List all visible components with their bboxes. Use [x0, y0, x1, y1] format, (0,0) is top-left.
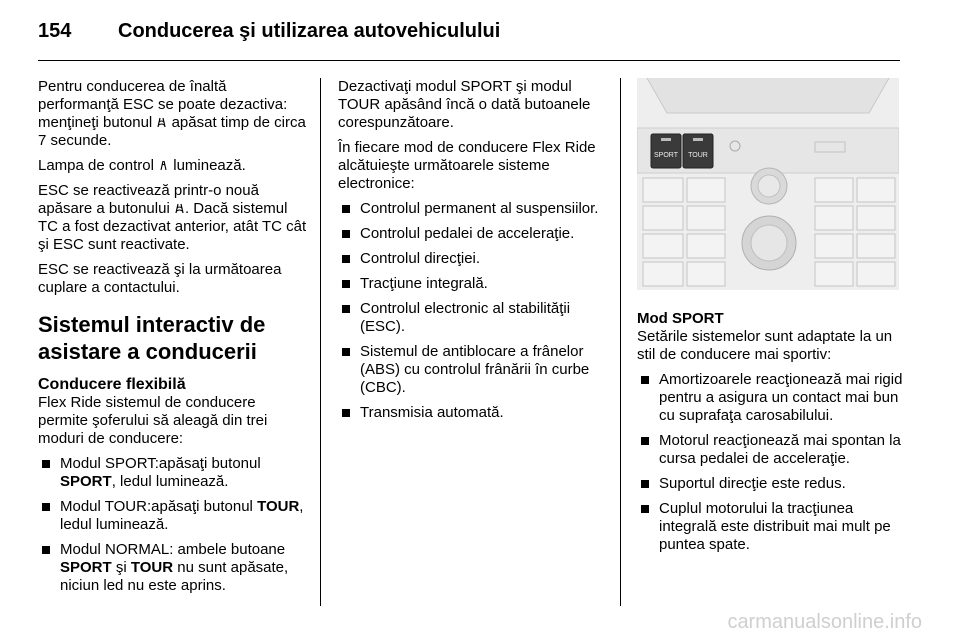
- page-number: 154: [38, 20, 72, 42]
- list-item: Sistemul de antiblocare a frânelor (ABS) cu controlul frânării în curbe (CBC).: [342, 343, 608, 397]
- list-item: Modul NORMAL: ambele butoane SPORT şi TOUR nu sunt apăsate, niciun led nu este aprins.: [42, 541, 308, 595]
- mode-list: [38, 455, 308, 595]
- paragraph-esc-reactivate: ESC se reactivează printr-o nouă apăsare a butonului . Dacă sistemul TC a fost dezactivat anterior, atât TC cât şi ESC sunt reactivate.: [38, 182, 307, 253]
- section-title: Sistemul interactiv de asistare a conducerii: [38, 312, 266, 364]
- column-1: [38, 78, 308, 602]
- list-item: Controlul direcţiei.: [342, 250, 608, 268]
- list-item: Controlul electronic al stabilităţii (ESC).: [342, 300, 608, 336]
- console-figure: [637, 78, 899, 290]
- paragraph-esc-ignition: ESC se reactivează şi la următoarea cuplare a contactului.: [38, 261, 282, 296]
- list-item: Tracţiune integrală.: [342, 275, 608, 293]
- list-item: Modul TOUR:apăsaţi butonul TOUR, ledul luminează.: [42, 498, 308, 534]
- list-item: Motorul reacţionează mai spontan la cursa pedalei de acceleraţie.: [641, 432, 907, 468]
- esc-off-icon: [156, 116, 167, 129]
- paragraph-esc-deactivate: Pentru conducerea de înaltă performanţă ESC se poate dezactiva: menţineţi butonul apăsat timp de circa 7 secunde.: [38, 78, 306, 149]
- list-item: Cuplul motorului la tracţiunea integrală este distribuit mai mult pe puntea spate.: [641, 500, 907, 554]
- column-2: [338, 78, 608, 429]
- esc-off-icon: [174, 202, 185, 215]
- mode-sport-heading: Mod SPORT: [637, 310, 724, 327]
- sport-effects-list: [637, 371, 907, 554]
- header-rule: [38, 60, 900, 61]
- page-header: [38, 14, 900, 48]
- sport-button-label: SPORT: [654, 152, 678, 159]
- column-divider-2: [620, 78, 621, 606]
- paragraph-systems-intro: În fiecare mod de conducere Flex Ride alcătuieşte următoarele sisteme electronice:: [338, 139, 596, 192]
- column-divider-1: [320, 78, 321, 606]
- running-title: Conducerea şi utilizarea autovehiculului: [118, 20, 501, 42]
- list-item: Controlul permanent al suspensiilor.: [342, 200, 608, 218]
- paragraph-control-lamp: Lampa de control luminează.: [38, 157, 246, 174]
- esc-lamp-icon: [158, 159, 169, 172]
- systems-list: [338, 200, 608, 422]
- list-item: Modul SPORT:apăsaţi butonul SPORT, ledul luminează.: [42, 455, 308, 491]
- column-3: [637, 310, 907, 561]
- paragraph-flexride-intro: Flex Ride sistemul de conducere permite şoferului să aleagă din trei moduri de conducere:: [38, 394, 268, 447]
- bullet: [42, 460, 50, 468]
- tour-button-label: TOUR: [688, 152, 708, 159]
- subsection-title: Conducere flexibilă: [38, 376, 186, 393]
- bullet: [42, 503, 50, 511]
- list-item: Suportul direcţie este redus.: [641, 475, 907, 493]
- list-item: Transmisia automată.: [342, 404, 608, 422]
- center-console-illustration: [637, 78, 899, 290]
- bullet: [42, 546, 50, 554]
- paragraph-sport-intro: Setările sistemelor sunt adaptate la un stil de conducere mai sportiv:: [637, 328, 893, 363]
- paragraph-deactivate-modes: Dezactivaţi modul SPORT şi modul TOUR apăsând încă o dată butoanele corespunzătoare.: [338, 78, 591, 131]
- watermark: carmanualsonline.info: [727, 611, 922, 633]
- list-item: Controlul pedalei de acceleraţie.: [342, 225, 608, 243]
- list-item: Amortizoarele reacţionează mai rigid pentru a asigura un contact mai bun cu suprafaţa carosabilului.: [641, 371, 907, 425]
